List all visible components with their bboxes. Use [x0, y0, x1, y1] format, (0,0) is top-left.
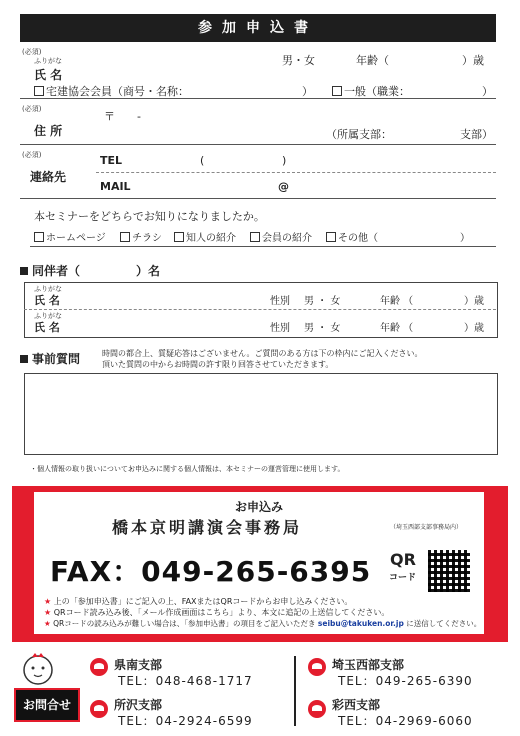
gender-label: 性別	[270, 296, 290, 307]
source-question: 本セミナーをどちらでお知りになりましたか。	[34, 210, 265, 223]
qr-label-sub: コード	[389, 573, 417, 583]
branch-divider	[294, 656, 296, 726]
branch-logo-icon	[308, 658, 326, 676]
divider	[20, 98, 496, 99]
branch-name: 埼玉西部支部	[332, 658, 405, 672]
inquiry-label: お問合せ	[14, 688, 80, 722]
questions-note-2: 頂いた質問の中からお時間の許す限り回答させていただきます。	[102, 360, 334, 369]
gender-choice[interactable]: 男 ・ 女	[304, 296, 341, 307]
office-name: 橋本京明講演会事務局	[112, 518, 303, 537]
tel-paren-close: )	[282, 154, 287, 167]
dashed-divider	[96, 172, 496, 173]
postal-code-field[interactable]: 〒 -	[104, 110, 141, 123]
gender-choice[interactable]: 男・女	[282, 54, 315, 67]
furigana-label: ふりがな	[34, 312, 62, 320]
branch-tel[interactable]: TEL：04-2924-6599	[118, 714, 253, 728]
general-checkbox[interactable]	[332, 86, 342, 96]
office-note: （埼玉西部支部事務局内）	[390, 524, 463, 531]
checkbox[interactable]	[250, 232, 260, 242]
branch-tel[interactable]: TEL：048-468-1717	[118, 674, 253, 688]
member-checkbox[interactable]	[34, 86, 44, 96]
email-link[interactable]: seibu@takuken.or.jp	[317, 619, 404, 628]
member-option[interactable]: 宅建協会会員（商号・名称：	[34, 83, 189, 99]
furigana-label: ふりがな	[34, 285, 62, 293]
dashed-divider	[24, 309, 496, 310]
branch-logo-icon	[90, 658, 108, 676]
age-label: 年齢 （	[380, 323, 414, 334]
branch-name: 県南支部	[114, 658, 163, 672]
gender-label: 性別	[270, 323, 290, 334]
gender-choice[interactable]: 男 ・ 女	[304, 323, 341, 334]
privacy-label: ・個人情報の取り扱いについて・	[30, 465, 135, 473]
branch-name: 所沢支部	[114, 698, 163, 712]
source-option-homepage[interactable]: ホームページ	[34, 229, 106, 244]
questions-title: 事前質問	[20, 350, 80, 367]
companion-name-label: 氏 名	[34, 294, 60, 307]
privacy-text: お申込みに関する個人情報は、本セミナーの運営管理に使用します。	[128, 465, 345, 473]
source-option-acquaintance[interactable]: 知人の紹介	[174, 229, 236, 244]
tel-label: TEL	[100, 154, 123, 167]
form-title: 参加申込書	[20, 14, 496, 42]
branch-logo-icon	[308, 700, 326, 718]
source-option-flyer[interactable]: チラシ	[120, 229, 162, 244]
age-suffix: ）歳	[464, 323, 484, 334]
mail-label: MAIL	[100, 180, 131, 193]
source-option-member[interactable]: 会員の紹介	[250, 229, 312, 244]
required-tag: (必須)	[22, 105, 42, 113]
required-tag: (必須)	[22, 48, 42, 56]
apply-note: ★ 上の「参加申込書」にご記入の上、FAXまたはQRコードからお申し込みください。	[44, 597, 353, 606]
qr-label: QR	[390, 550, 416, 569]
branch-prefix: （所属支部：	[326, 128, 392, 141]
questions-textarea[interactable]	[24, 373, 498, 455]
furigana-label: ふりがな	[34, 57, 62, 65]
source-other-close: ）	[460, 233, 470, 244]
qr-code-icon[interactable]	[428, 550, 470, 592]
square-bullet-icon	[20, 267, 28, 275]
age-suffix: ）歳	[464, 296, 484, 307]
mascot-icon	[18, 650, 58, 686]
at-sign: @	[278, 180, 289, 193]
contact-label: 連絡先	[30, 170, 67, 184]
apply-heading: お申込み	[234, 500, 283, 514]
age-suffix: ）歳	[462, 54, 484, 67]
branch-suffix: 支部）	[460, 128, 493, 141]
apply-note: ★ QRコード読み込み後、「メール作成画面はこちら」より、本文に追記の上送信してください。	[44, 608, 390, 617]
divider	[20, 144, 496, 145]
general-close: ）	[482, 85, 493, 98]
tel-paren-open: (	[200, 154, 205, 167]
checkbox[interactable]	[174, 232, 184, 242]
source-option-other[interactable]: その他（	[326, 229, 378, 244]
required-tag: (必須)	[22, 151, 42, 159]
branch-name: 彩西支部	[332, 698, 381, 712]
companion-title: 同伴者（ ）名	[20, 262, 160, 279]
divider	[30, 246, 496, 247]
square-bullet-icon	[20, 355, 28, 363]
companion-table	[24, 282, 498, 338]
member-close: ）	[302, 85, 313, 98]
apply-note: ★ QRコードの読み込みが難しい場合は、「参加申込書」の項目をご記入いただき seibu@takuken.or.jp に送信してください。	[44, 619, 482, 628]
branch-tel[interactable]: TEL：04-2969-6060	[338, 714, 473, 728]
branch-logo-icon	[90, 700, 108, 718]
name-label: 氏 名	[34, 68, 63, 82]
checkbox[interactable]	[120, 232, 130, 242]
checkbox[interactable]	[326, 232, 336, 242]
questions-note-1: 時間の都合上、質疑応答はございません。ご質問のある方は下の枠内にご記入ください。	[102, 349, 423, 358]
general-option[interactable]: 一般（職業：	[332, 83, 410, 99]
fax-number: FAX：049-265-6395	[50, 555, 372, 588]
age-label: 年齢（	[356, 54, 389, 67]
divider	[20, 198, 496, 199]
checkbox[interactable]	[34, 232, 44, 242]
age-label: 年齢 （	[380, 296, 414, 307]
address-label: 住 所	[34, 124, 63, 138]
branch-tel[interactable]: TEL：049-265-6390	[338, 674, 473, 688]
companion-name-label: 氏 名	[34, 321, 60, 334]
